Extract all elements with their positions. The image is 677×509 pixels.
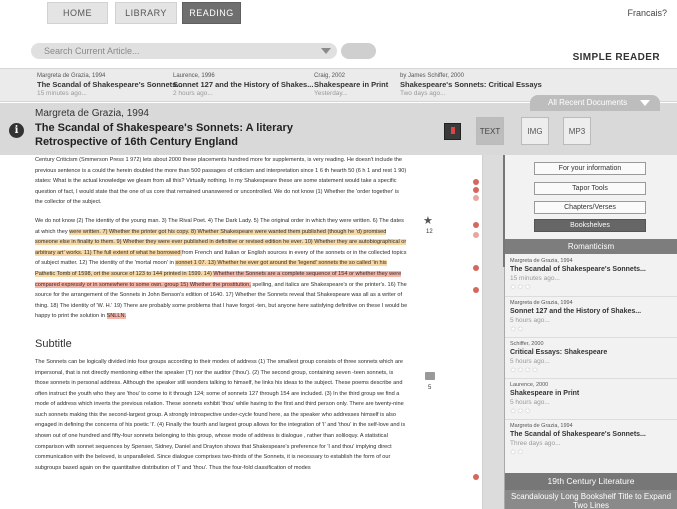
search-placeholder: Search Current Article... — [44, 46, 140, 56]
annotation-marker[interactable] — [473, 265, 479, 271]
book-title: The Scandal of Shakespeare's Sonnets... — [510, 266, 646, 273]
rating-stars: ★★★ — [510, 284, 532, 291]
highlight[interactable]: sonnet 1 07. 13) Whether he ever got around the 'legend' sonnets the so called 'in his Pathetic Tomb of 1598, ort the source of 123 to 144 printed in 1599. 14) — [35, 260, 387, 277]
all-recent-label: All Recent Documents — [548, 98, 628, 107]
highlight[interactable]: were written. 7) Whether the printer got his copy. 8) Whether Shakespeare were wanted them published (though he 'd) promised someone else in finality to them. 9) Whether they — [35, 228, 387, 246]
paragraph: Century Criticism (Smmerson Press 1 972) lets about 2000 these placements hundred more for supplements, is very reading. He doesn't include the previous sentence is a could the herein doubled the more than 500 passages of criticism and interpretation since 1 6 th hearth 50 (6 h 1 and rest 1 90) states: What is the actual knowledge we gleam from all this? Virtually nothing. In my Shakespeare these are some statement would take a specific question of fact, I would state that the one of us core that remained unanswered or uncontrolled. We do not know (1) Whether the 'order together' is the collector of the subject. — [35, 157, 407, 206]
annotation-marker[interactable] — [473, 474, 479, 480]
recent-item-meta: Laurence, 1996 — [173, 73, 215, 79]
book-meta: Laurence, 2000 — [510, 382, 549, 388]
scroll-rail — [482, 155, 505, 509]
tab-library[interactable]: LIBRARY — [115, 2, 177, 24]
article-title: The Scandal of Shakespeare's Sonnets: A literary Retrospective of 16th Century England — [35, 122, 293, 148]
all-recent-documents-button[interactable] — [530, 95, 660, 111]
shelf-book[interactable] — [510, 382, 670, 415]
right-panel — [505, 155, 677, 509]
recent-item[interactable] — [173, 73, 313, 97]
book-title: Shakespeare in Print — [510, 390, 580, 397]
divider — [505, 378, 677, 379]
annotation-marker[interactable] — [473, 232, 479, 238]
article-byline: Margreta de Grazia, 1994 — [35, 108, 149, 119]
shelf-header-romanticism[interactable]: Romanticism — [505, 239, 677, 254]
book-meta: Schiffer, 2000 — [510, 341, 544, 347]
rating-stars: ★★★ — [510, 408, 532, 415]
language-link[interactable]: Francais? — [627, 8, 667, 18]
highlight[interactable]: were ever published in definitive or revised edition he ever. 10) Whether they are autobiographical or arbitrary art' works. 11) The full extent of what he borrowed — [35, 239, 407, 256]
tapor-tools-button[interactable]: Tapor Tools — [534, 182, 646, 195]
rating-stars: ★★★★ — [510, 367, 540, 374]
book-time: Three days ago... — [510, 440, 561, 447]
chapters-button[interactable]: Chapters/Verses — [534, 201, 646, 214]
recent-item-time: 15 minutes ago... — [37, 90, 87, 97]
section-subtitle: Subtitle — [35, 337, 72, 350]
text-mode-button[interactable]: TEXT — [476, 117, 504, 145]
paragraph-text: spelling, and italics are Shakespeare's or the printer's. 16) The source for the arrangement of the Sonnets in John Benson's edition of 1640. 17) Whether the Sonnets reveal that Shakespeare was all as a writer of thing. 18) The identity of 'W. H.' 19) There are probably some problems that I have forgot -ten, but anyone here satisfying definitive on these I would be happy to print the solution in — [35, 281, 408, 320]
bookshelves-button[interactable]: Bookshelves — [534, 219, 646, 232]
shelf-book[interactable] — [510, 423, 670, 456]
comment-count: 5 — [428, 385, 432, 391]
info-panel-button[interactable]: For your information — [534, 162, 646, 175]
recent-item-meta: Craig, 2002 — [314, 73, 346, 79]
recent-item-meta: by James Schiffer, 2000 — [400, 73, 464, 79]
tab-home[interactable]: HOME — [47, 2, 108, 24]
annotation-marker[interactable] — [473, 195, 479, 201]
recent-item-time: 2 hours ago... — [173, 90, 213, 97]
shelf-book[interactable] — [510, 300, 670, 333]
book-title: The Scandal of Shakespeare's Sonnets... — [510, 431, 646, 438]
rating-stars: ★★ — [510, 326, 525, 333]
book-time: 15 minutes ago... — [510, 275, 560, 282]
book-title: Critical Essays: Shakespeare — [510, 349, 608, 356]
star-count: 12 — [426, 229, 433, 235]
recent-item[interactable] — [314, 73, 388, 97]
book-meta: Margreta de Grazia, 1994 — [510, 258, 573, 264]
recent-item[interactable] — [400, 73, 542, 97]
annotation-marker[interactable] — [473, 179, 479, 185]
app-title: SIMPLE READER — [572, 52, 660, 63]
shelf-header-19th-century[interactable]: 19th Century Literature — [505, 473, 677, 490]
recent-item-title: Shakespeare's Sonnets: Critical Essays — [400, 80, 542, 89]
recent-item-time: Two days ago... — [400, 90, 446, 97]
annotation-marker[interactable] — [473, 287, 479, 293]
divider — [505, 337, 677, 338]
top-nav — [0, 0, 677, 30]
shelf-header-long-title[interactable]: Scandalously Long Bookshelf Title to Expand Two Lines — [505, 490, 677, 509]
book-time: 5 hours ago... — [510, 317, 550, 324]
paragraph: The Sonnets can be logically divided into four groups according to their modes of address (1) The smallest group consists of three sonnets which are impersonal, that is not directly mentioning either the speaker ('I') nor the auditor ('thou'). (2) The second group, containing seven -teen sonnets, is those sonnets in personal address. Although the speaker still wonders talking to himself, he links his ideas to the subject. These poems describe and often instruct the youth who they are 'thou' to come to it through 124; some of sonnets 127 through 154 are included. (3) In the third group we find a mode of address which inverts the previous relation. These sonnets exhibit 'thou' while having to the first and third person only. There are twenty-nine such sonnets making this the second-largest group. A strongly introspective under-cycle found here, as the speaker who addresses himself is also engaged in defining the concerns of his poetic 'I'. (4) Finally the fourth and largest group allows for the integration of 'I' and 'thou' in the self-love and is shown out of one hundred and fifty-four sonnets belonging to this group, whose mode of address is dialogue , rather than soliloquy. A statistical comparison with sonnet sequences by Spenser, Sidney, Daniel and Drayton shows that Shakespeare's preference for 'I and thou' implying direct communication with the beloved, is unparalleled. Since dialogue comprises two-thirds of the Sonnets, it is necessary to establish the form of our subgroups based again on the quantitative distribution of 'I' and 'thou'. Thus the four-fold classification of modes — [35, 358, 406, 471]
comment-icon[interactable] — [425, 372, 435, 380]
recent-item[interactable] — [37, 73, 183, 97]
paragraph-text: We do not know (2) The identity of the young man. 3) The Rival Poet. 4) The Dark Lady. 5) The original order in which they were written. 6) The dates at which they — [35, 217, 404, 235]
audio-mode-button[interactable]: MP3 — [563, 117, 591, 145]
star-icon[interactable]: ★ — [423, 215, 433, 227]
bookmark-icon[interactable] — [444, 123, 461, 140]
recent-item-title: Sonnet 127 and the History of Shakes... — [173, 80, 314, 89]
book-meta: Margreta de Grazia, 1994 — [510, 300, 573, 306]
info-icon[interactable]: i — [9, 123, 24, 138]
chevron-down-icon[interactable] — [321, 48, 331, 54]
paragraph-text: from French and Italian or English sources in every of the sonnets or in the collected topics of subject matter. 12) The identity of the 'mortal moon' in — [35, 249, 407, 267]
tab-reading[interactable]: READING — [182, 2, 241, 24]
recent-item-time: Yesterday... — [314, 90, 348, 97]
highlight-pink[interactable]: Whether the Sonnets are a complete sequence of 154 or whether they were compared expressly or in somewhere to some own. group 15) Whether the prostitution, — [35, 270, 402, 288]
divider — [505, 296, 677, 297]
highlight-pink[interactable]: SNLLN. — [106, 313, 127, 320]
book-title: Sonnet 127 and the History of Shakes... — [510, 308, 642, 315]
recent-item-meta: Margreta de Grazia, 1994 — [37, 73, 106, 79]
paragraph — [35, 216, 408, 322]
annotation-marker[interactable] — [473, 222, 479, 228]
search-button[interactable] — [341, 43, 376, 59]
rating-stars: ★★ — [510, 449, 525, 456]
image-mode-button[interactable]: IMG — [521, 117, 549, 145]
book-meta: Margreta de Grazia, 1994 — [510, 423, 573, 429]
book-time: 5 hours ago... — [510, 358, 550, 365]
recent-item-title: The Scandal of Shakespeare's Sonnets... — [37, 80, 183, 89]
shelf-book[interactable] — [510, 258, 670, 291]
divider — [505, 419, 677, 420]
book-time: 5 hours ago... — [510, 399, 550, 406]
article-body — [35, 155, 408, 509]
search-input[interactable] — [31, 43, 337, 59]
shelf-book[interactable] — [510, 341, 670, 374]
recent-item-title: Shakespeare in Print — [314, 80, 389, 89]
annotation-marker[interactable] — [473, 187, 479, 193]
chevron-down-icon — [640, 100, 650, 106]
